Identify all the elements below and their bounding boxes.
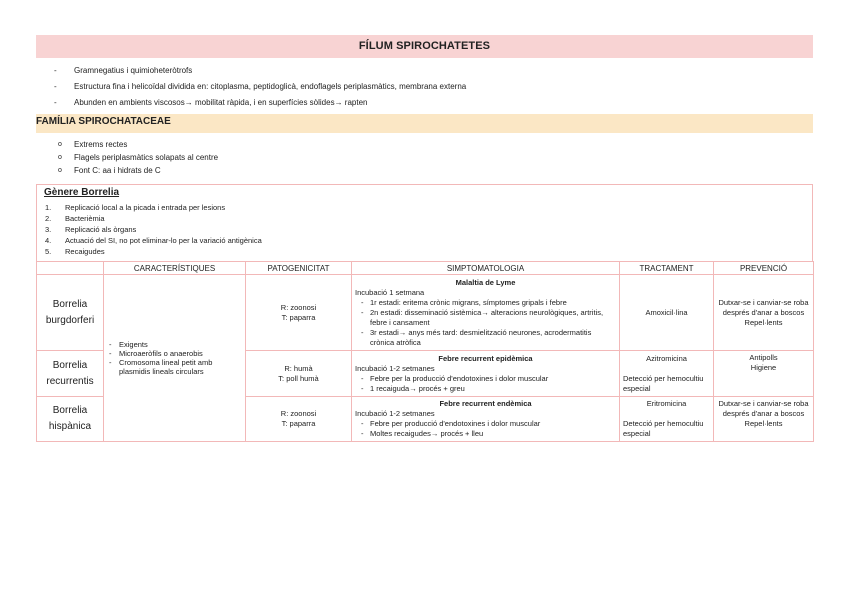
symptom-item: - Febre per producció d'endotoxines i dolor muscular [355,419,616,429]
step-text: Actuació del SI, no pot eliminar-lo per la variació antigènica [65,236,262,245]
symptoms-cell [352,397,620,442]
step-number: 2. [45,214,52,223]
symptom-item: - 2n estadi: disseminació sistèmica→ alteracions neurològiques, artritis, febre i cansament [355,308,616,328]
characteristics-list [107,340,242,376]
pathogenicity-cell: R: zoonosi T: paparra [246,397,352,442]
intro-point: - Estructura fina i helicoïdal dividida en: citoplasma, peptidoglicà, endoflagels periplasmàtics, membrana externa [54,79,466,95]
infection-steps [45,202,262,257]
symptoms-cell [352,275,620,351]
prevention-cell: Antipolls Higiene [714,351,814,397]
family-point: o Flagels periplasmàtics solapats al centre [58,151,218,164]
step-number: 4. [45,236,52,245]
borrelia-table [36,261,814,442]
step-number: 5. [45,247,52,256]
treatment-cell [620,397,714,442]
prevention-cell: Dutxar-se i canviar-se roba després d'anar a boscos Repel·lents [714,275,814,351]
symptom-item: - Febre per la producció d'endotoxines i dolor muscular [355,374,616,384]
pathogenicity-cell: R: humà T: poll humà [246,351,352,397]
disease-name: Febre recurrent epidèmica [438,353,533,363]
step-text: Recaigudes [65,247,105,256]
treatment-drug: Eritromicina [646,399,687,408]
step-text: Replicació local a la picada i entrada per lesions [65,203,226,212]
step-item [45,202,262,213]
family-point: o Font C: aa i hidrats de C [58,164,218,177]
incubation-text: Incubació 1 setmana [355,287,425,297]
header-pathogenicity: PATOGENICITAT [246,262,352,275]
family-title: FAMÍLIA SPIROCHATACEAE [36,116,171,127]
step-item [45,246,262,257]
species-name: Borrelia burgdorferi [37,275,104,351]
step-item [45,224,262,235]
symptom-item: - 1r estadi: eritema crònic migrans, símptomes gripals i febre [355,298,616,308]
step-number: 1. [45,203,52,212]
treatment-detection: Detecció per hemocultiu especial [623,419,704,438]
pathogenicity-cell: R: zoonosi T: paparra [246,275,352,351]
species-name: Borrelia hispànica [37,397,104,442]
incubation-text: Incubació 1-2 setmanes [355,363,435,373]
step-item [45,235,262,246]
genus-title: Gènere Borrelia [44,187,120,198]
prevention-cell: Dutxar-se i canviar-se roba després d'anar a boscos Repel·lents [714,397,814,442]
symptom-item: - Moltes recaigudes→ procés + lleu [355,429,616,439]
title-banner [36,35,813,58]
header-prevention: PREVENCIÓ [714,262,814,275]
family-point: o Extrems rectes [58,138,218,151]
header-empty [37,262,104,275]
step-number: 3. [45,225,52,234]
page-title: FÍLUM SPIROCHATETES [358,40,491,52]
intro-point: - Gramnegatius i quimioheteròtrofs [54,63,466,79]
species-name: Borrelia recurrentis [37,351,104,397]
characteristics-cell [104,275,246,442]
symptom-list [355,419,616,439]
intro-list [54,63,466,111]
incubation-text: Incubació 1-2 setmanes [355,409,435,418]
symptom-item: - 3r estadi→ anys més tard: desmielització neurones, acrodermatitis crònica atròfica [355,328,616,348]
disease-name: Febre recurrent endèmica [439,399,532,408]
treatment-cell: Amoxicil·lina [620,275,714,351]
header-treatment: TRACTAMENT [620,262,714,275]
characteristic-item: - Microaeròfils o anaerobis [107,349,242,358]
treatment-detection: Detecció per hemocultiu especial [623,373,704,393]
header-characteristics: CARACTERÍSTIQUES [104,262,246,275]
characteristic-item: - Cromosoma lineal petit amb plasmidis lineals circulars [107,358,242,376]
header-symptomatology: SIMPTOMATOLOGIA [352,262,620,275]
genus-section [36,184,813,261]
table-header-row [37,262,814,275]
family-banner [36,114,813,133]
step-text: Bacterièmia [65,214,105,223]
symptom-list [355,374,616,394]
symptom-list [355,298,616,348]
symptoms-cell [352,351,620,397]
treatment-drug: Azitromicina [646,353,687,363]
step-item [45,213,262,224]
family-list [58,138,218,177]
disease-name: Malaltia de Lyme [455,277,516,287]
intro-point: - Abunden en ambients viscosos→ mobilitat ràpida, i en superfícies sòlides→ rapten [54,95,466,111]
table-row [37,275,814,351]
symptom-item: - 1 recaiguda→ procés + greu [355,384,616,394]
characteristic-item: - Exigents [107,340,242,349]
step-text: Replicació als òrgans [65,225,137,234]
treatment-cell [620,351,714,397]
